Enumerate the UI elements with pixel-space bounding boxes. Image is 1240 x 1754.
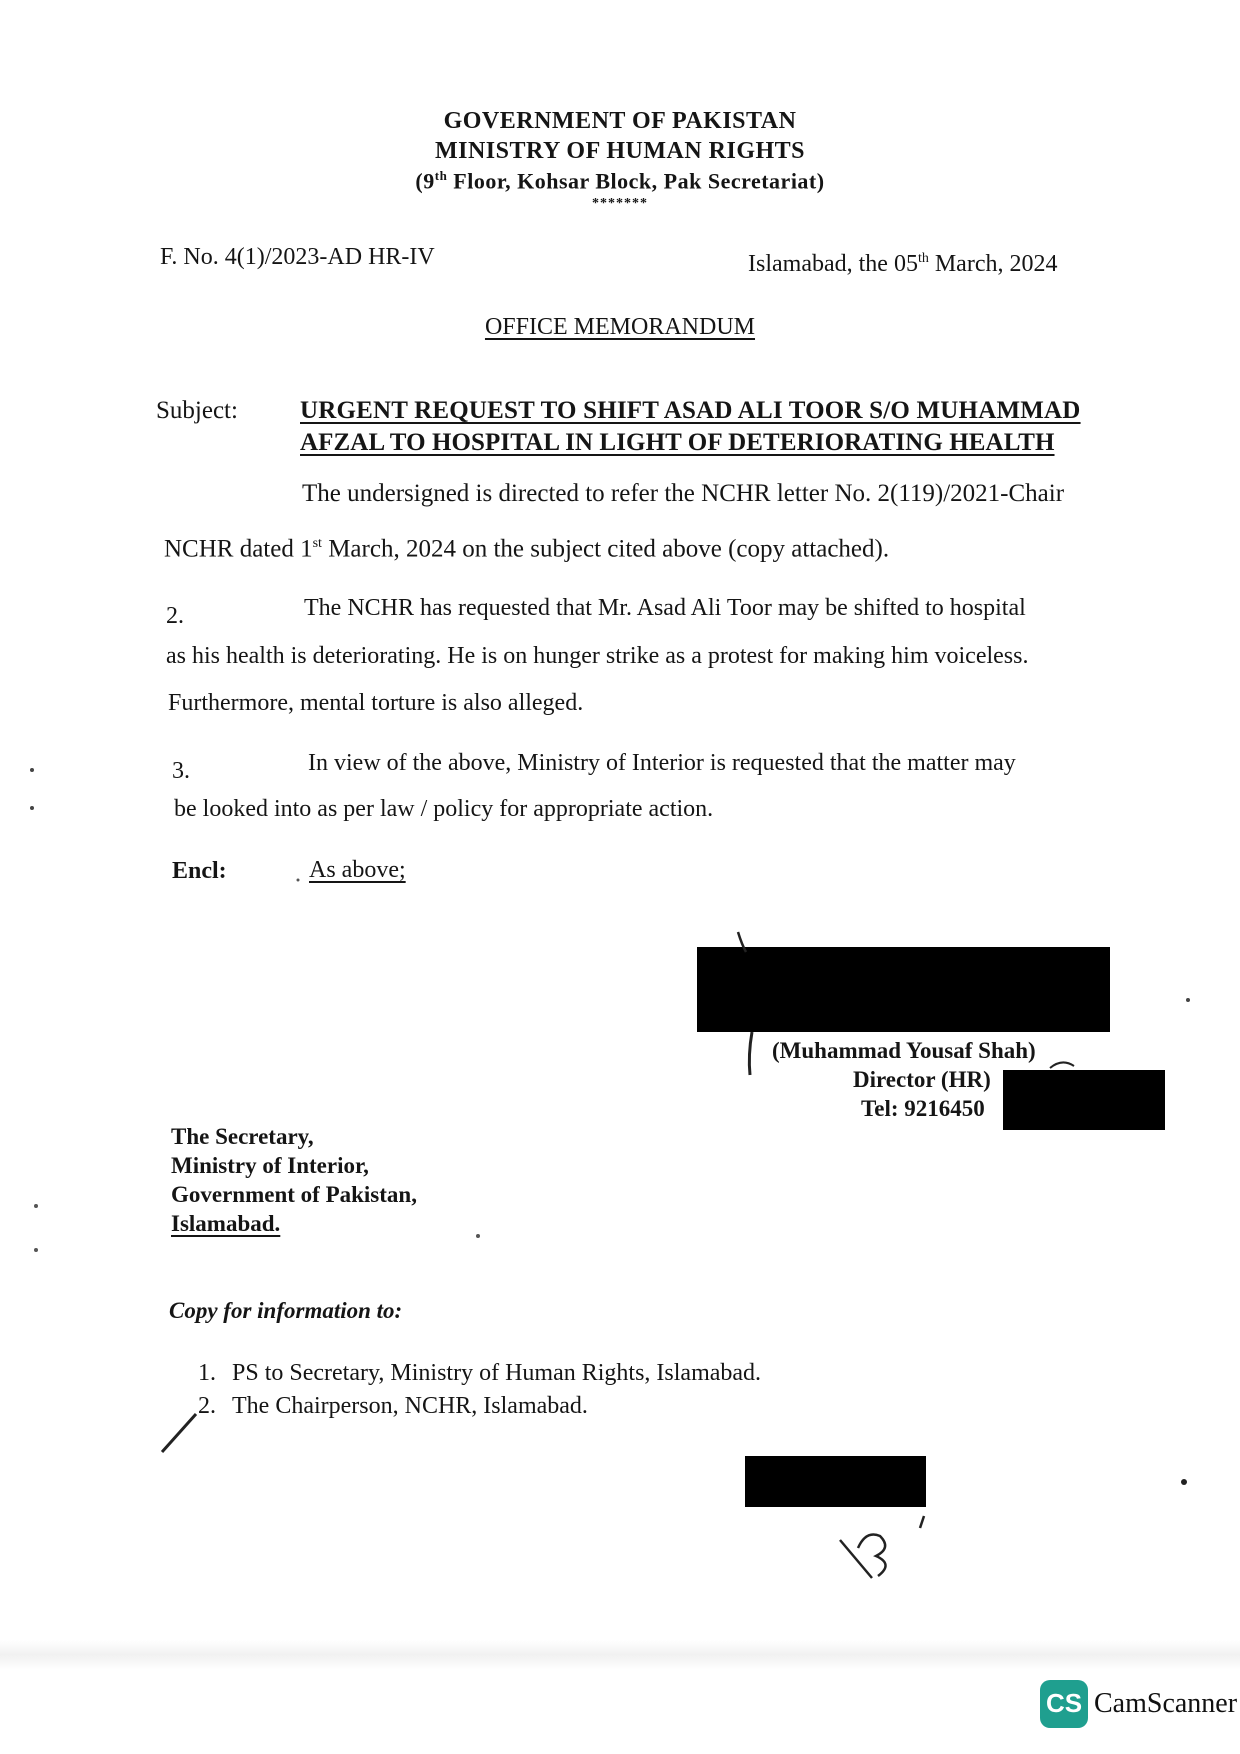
para2-line-1: The NCHR has requested that Mr. Asad Ali Toor may be shifted to hospital: [304, 595, 1026, 621]
subject-line-1: URGENT REQUEST TO SHIFT ASAD ALI TOOR S/O MUHAMMAD: [300, 397, 1081, 424]
camscanner-logo: CS: [1040, 1680, 1088, 1728]
copy-heading: Copy for information to:: [169, 1298, 403, 1323]
ministry-address: (9th Floor, Kohsar Block, Pak Secretariat): [415, 168, 825, 194]
scan-edge: [0, 1640, 1240, 1670]
header-separator: *******: [592, 196, 648, 211]
para1-line-2: NCHR dated 1st March, 2024 on the subject cited above (copy attached).: [164, 535, 890, 563]
enclosure-label: Encl:: [172, 858, 227, 884]
para3-line-2: be looked into as per law / policy for appropriate action.: [174, 796, 714, 822]
subject-label: Subject:: [156, 397, 238, 424]
ministry-title: MINISTRY OF HUMAN RIGHTS: [434, 138, 806, 164]
signatory-title: Director (HR): [853, 1067, 991, 1092]
addressee-line-4: Islamabad.: [171, 1211, 281, 1236]
para2-number: 2.: [166, 603, 184, 629]
gov-title: GOVERNMENT OF PAKISTAN: [443, 108, 797, 134]
enclosure-value: As above;: [309, 857, 406, 883]
memo-title: OFFICE MEMORANDUM: [484, 314, 756, 340]
copy-item-text: PS to Secretary, Ministry of Human Rights, Islamabad.: [232, 1360, 762, 1386]
camscanner-wordmark: CamScanner: [1094, 1688, 1238, 1719]
addressee-line-2: Ministry of Interior,: [171, 1153, 369, 1178]
para1-line-1: The undersigned is directed to refer the NCHR letter No. 2(119)/2021-Chair: [302, 480, 1065, 507]
signatory-tel: Tel: 9216450: [861, 1096, 985, 1121]
para3-line-1: In view of the above, Ministry of Interior is requested that the matter may: [308, 750, 1016, 776]
signatory-name: (Muhammad Yousaf Shah): [772, 1038, 1036, 1063]
file-number: F. No. 4(1)/2023-AD HR-IV: [160, 244, 435, 270]
addressee-line-3: Government of Pakistan,: [171, 1182, 417, 1207]
addressee-line-1: The Secretary,: [171, 1124, 314, 1149]
copy-item-number: 2.: [198, 1393, 216, 1419]
subject-line-2: AFZAL TO HOSPITAL IN LIGHT OF DETERIORATING HEALTH: [300, 429, 1055, 456]
para2-line-3: Furthermore, mental torture is also alleged.: [168, 690, 584, 716]
copy-item-text: The Chairperson, NCHR, Islamabad.: [232, 1393, 588, 1419]
para2-line-2: as his health is deteriorating. He is on hunger strike as a protest for making him voiceless.: [166, 643, 1029, 669]
memo-date: Islamabad, the 05th March, 2024: [748, 251, 1058, 277]
copy-item-number: 1.: [198, 1360, 216, 1386]
para3-number: 3.: [172, 758, 190, 784]
